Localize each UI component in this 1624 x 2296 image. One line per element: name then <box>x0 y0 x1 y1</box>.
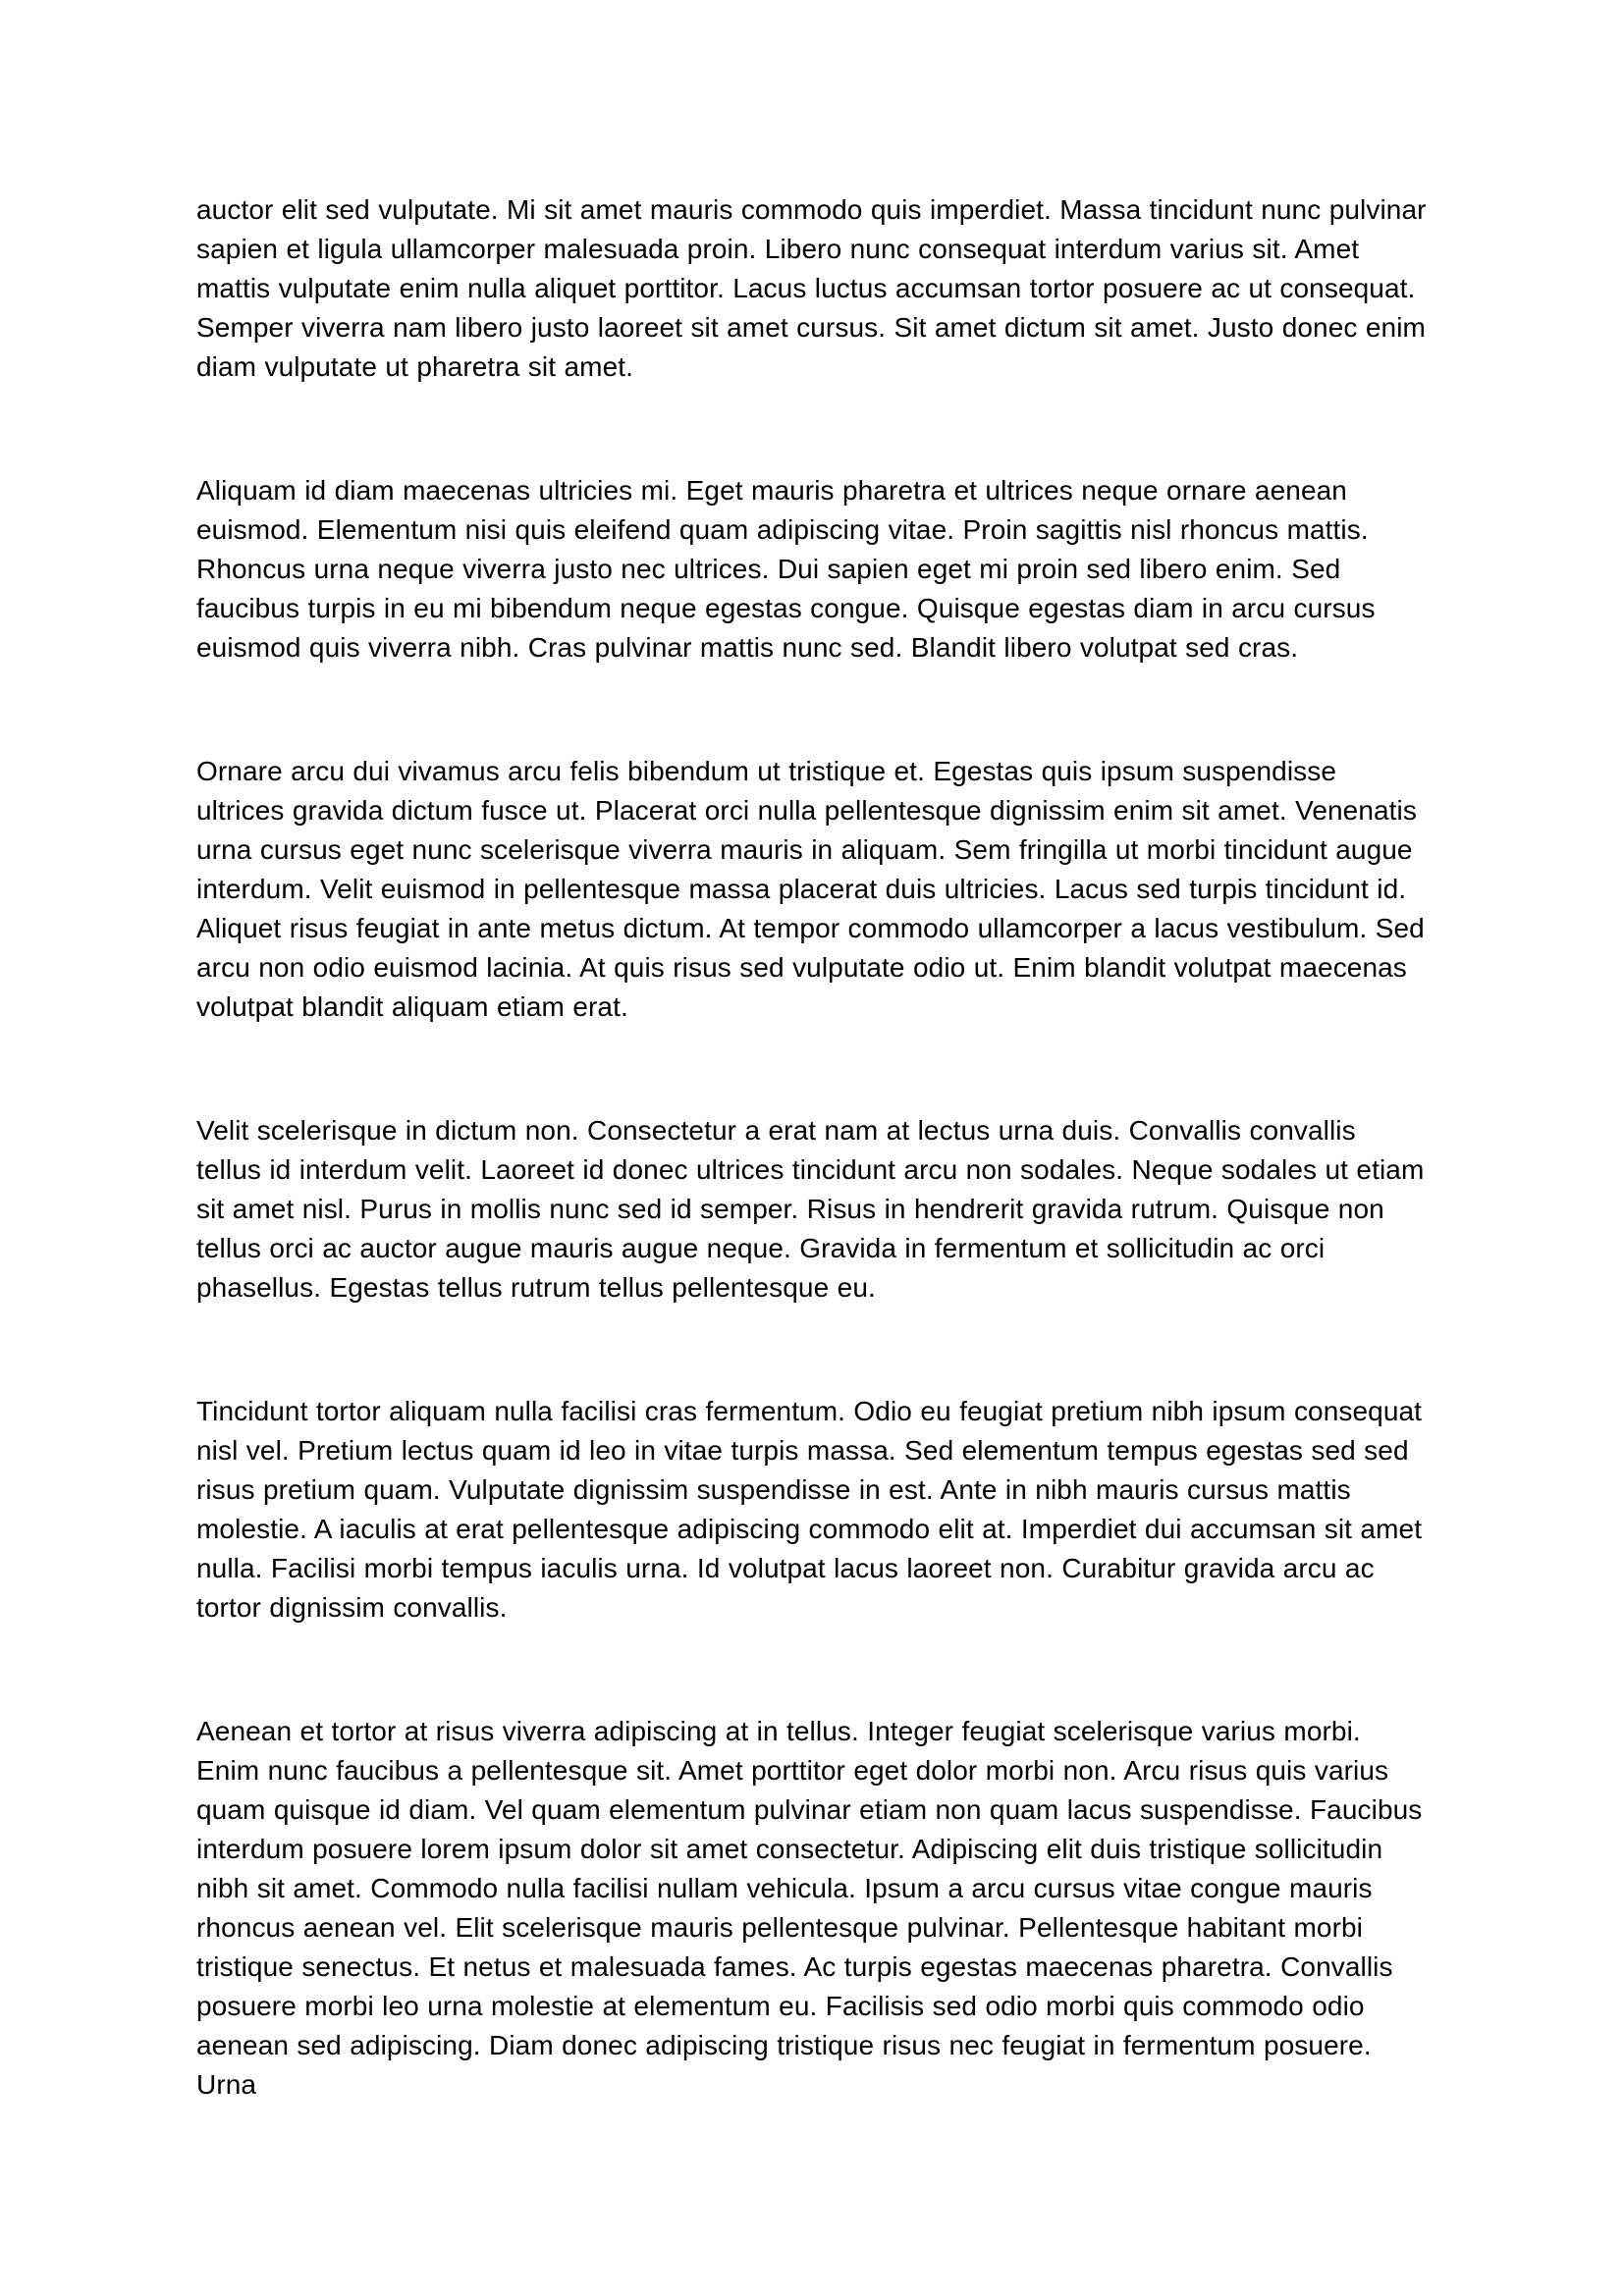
paragraph: Velit scelerisque in dictum non. Consectetur a erat nam at lectus urna duis. Convallis convallis tellus id interdum velit. Laoreet id donec ultrices tincidunt arcu non sodales. Neque sodales ut etiam sit amet nisl. Purus in mollis nunc sed id semper. Risus in hendrerit gravida rutrum. Quisque non tellus orci ac auctor augue mauris augue neque. Gravida in fermentum et sollicitudin ac orci phasellus. Egestas tellus rutrum tellus pellentesque eu. <box>196 1115 1425 1303</box>
document-text-body <box>196 190 1428 2105</box>
paragraph: Aenean et tortor at risus viverra adipiscing at in tellus. Integer feugiat scelerisque varius morbi. Enim nunc faucibus a pellentesque sit. Amet porttitor eget dolor morbi non. Arcu risus quis varius quam quisque id diam. Vel quam elementum pulvinar etiam non quam lacus suspendisse. Faucibus interdum posuere lorem ipsum dolor sit amet consectetur. Adipiscing elit duis tristique sollicitudin nibh sit amet. Commodo nulla facilisi nullam vehicula. Ipsum a arcu cursus vitae congue mauris rhoncus aenean vel. Elit scelerisque mauris pellentesque pulvinar. Pellentesque habitant morbi tristique senectus. Et netus et malesuada fames. Ac turpis egestas maecenas pharetra. Convallis posuere morbi leo urna molestie at elementum eu. Facilisis sed odio morbi quis commodo odio aenean sed adipiscing. Diam donec adipiscing tristique risus nec feugiat in fermentum posuere. Urna <box>196 1716 1423 2100</box>
paragraph: auctor elit sed vulputate. Mi sit amet mauris commodo quis imperdiet. Massa tincidunt nunc pulvinar sapien et ligula ullamcorper malesuada proin. Libero nunc consequat interdum varius sit. Amet mattis vulputate enim nulla aliquet porttitor. Lacus luctus accumsan tortor posuere ac ut consequat. Semper viverra nam libero justo laoreet sit amet cursus. Sit amet dictum sit amet. Justo donec enim diam vulputate ut pharetra sit amet. <box>196 194 1427 382</box>
paragraph: Ornare arcu dui vivamus arcu felis bibendum ut tristique et. Egestas quis ipsum suspendisse ultrices gravida dictum fusce ut. Placerat orci nulla pellentesque dignissim enim sit amet. Venenatis urna cursus eget nunc scelerisque viverra mauris in aliquam. Sem fringilla ut morbi tincidunt augue interdum. Velit euismod in pellentesque massa placerat duis ultricies. Lacus sed turpis tincidunt id. Aliquet risus feugiat in ante metus dictum. At tempor commodo ullamcorper a lacus vestibulum. Sed arcu non odio euismod lacinia. At quis risus sed vulputate odio ut. Enim blandit volutpat maecenas volutpat blandit aliquam etiam erat. <box>196 756 1425 1022</box>
paragraph: Aliquam id diam maecenas ultricies mi. Eget mauris pharetra et ultrices neque ornare aenean euismod. Elementum nisi quis eleifend quam adipiscing vitae. Proin sagittis nisl rhoncus mattis. Rhoncus urna neque viverra justo nec ultrices. Dui sapien eget mi proin sed libero enim. Sed faucibus turpis in eu mi bibendum neque egestas congue. Quisque egestas diam in arcu cursus euismod quis viverra nibh. Cras pulvinar mattis nunc sed. Blandit libero volutpat sed cras. <box>196 475 1376 663</box>
paragraph: Tincidunt tortor aliquam nulla facilisi cras fermentum. Odio eu feugiat pretium nibh ipsum consequat nisl vel. Pretium lectus quam id leo in vitae turpis massa. Sed elementum tempus egestas sed sed risus pretium quam. Vulputate dignissim suspendisse in est. Ante in nibh mauris cursus mattis molestie. A iaculis at erat pellentesque adipiscing commodo elit at. Imperdiet dui accumsan sit amet nulla. Facilisi morbi tempus iaculis urna. Id volutpat lacus laoreet non. Curabitur gravida arcu ac tortor dignissim convallis. <box>196 1396 1423 1623</box>
